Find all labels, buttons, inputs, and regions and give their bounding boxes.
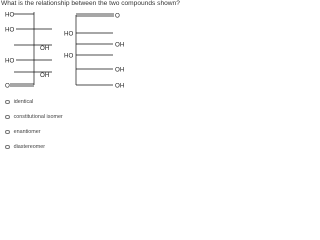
- radio-button[interactable]: [5, 100, 10, 105]
- left-label-row4: OH: [40, 72, 50, 79]
- left-label-row3: HO: [5, 57, 15, 65]
- option-label: diastereomer: [13, 144, 46, 150]
- right-label-row2: OH: [115, 41, 125, 49]
- option-label: enantiomer: [13, 129, 41, 135]
- left-label-row1: HO: [5, 26, 15, 34]
- option-identical[interactable]: [5, 98, 33, 106]
- option-label: identical: [13, 99, 34, 105]
- right-label-bottom: OH: [115, 82, 125, 90]
- left-label-row2: OH: [40, 45, 50, 52]
- right-label-row3: HO: [64, 52, 74, 60]
- radio-button[interactable]: [5, 115, 10, 120]
- left-label-bottom: O: [5, 82, 10, 90]
- fischer-projections: [0, 0, 200, 100]
- radio-button[interactable]: [5, 145, 10, 150]
- option-enantiomer[interactable]: [5, 128, 41, 136]
- question-text: What is the relationship between the two compounds shown?: [1, 0, 180, 7]
- left-label-top: HO: [5, 11, 15, 19]
- radio-button[interactable]: [5, 130, 10, 135]
- right-label-row1: HO: [64, 30, 74, 38]
- option-diastereomer[interactable]: [5, 143, 45, 151]
- left-molecule: [5, 12, 52, 90]
- right-label-row4: OH: [115, 66, 125, 74]
- right-label-top: O: [115, 12, 120, 20]
- right-molecule: [64, 13, 124, 90]
- option-constitutional-isomer[interactable]: [5, 113, 63, 121]
- option-label: constitutional isomer: [13, 114, 63, 120]
